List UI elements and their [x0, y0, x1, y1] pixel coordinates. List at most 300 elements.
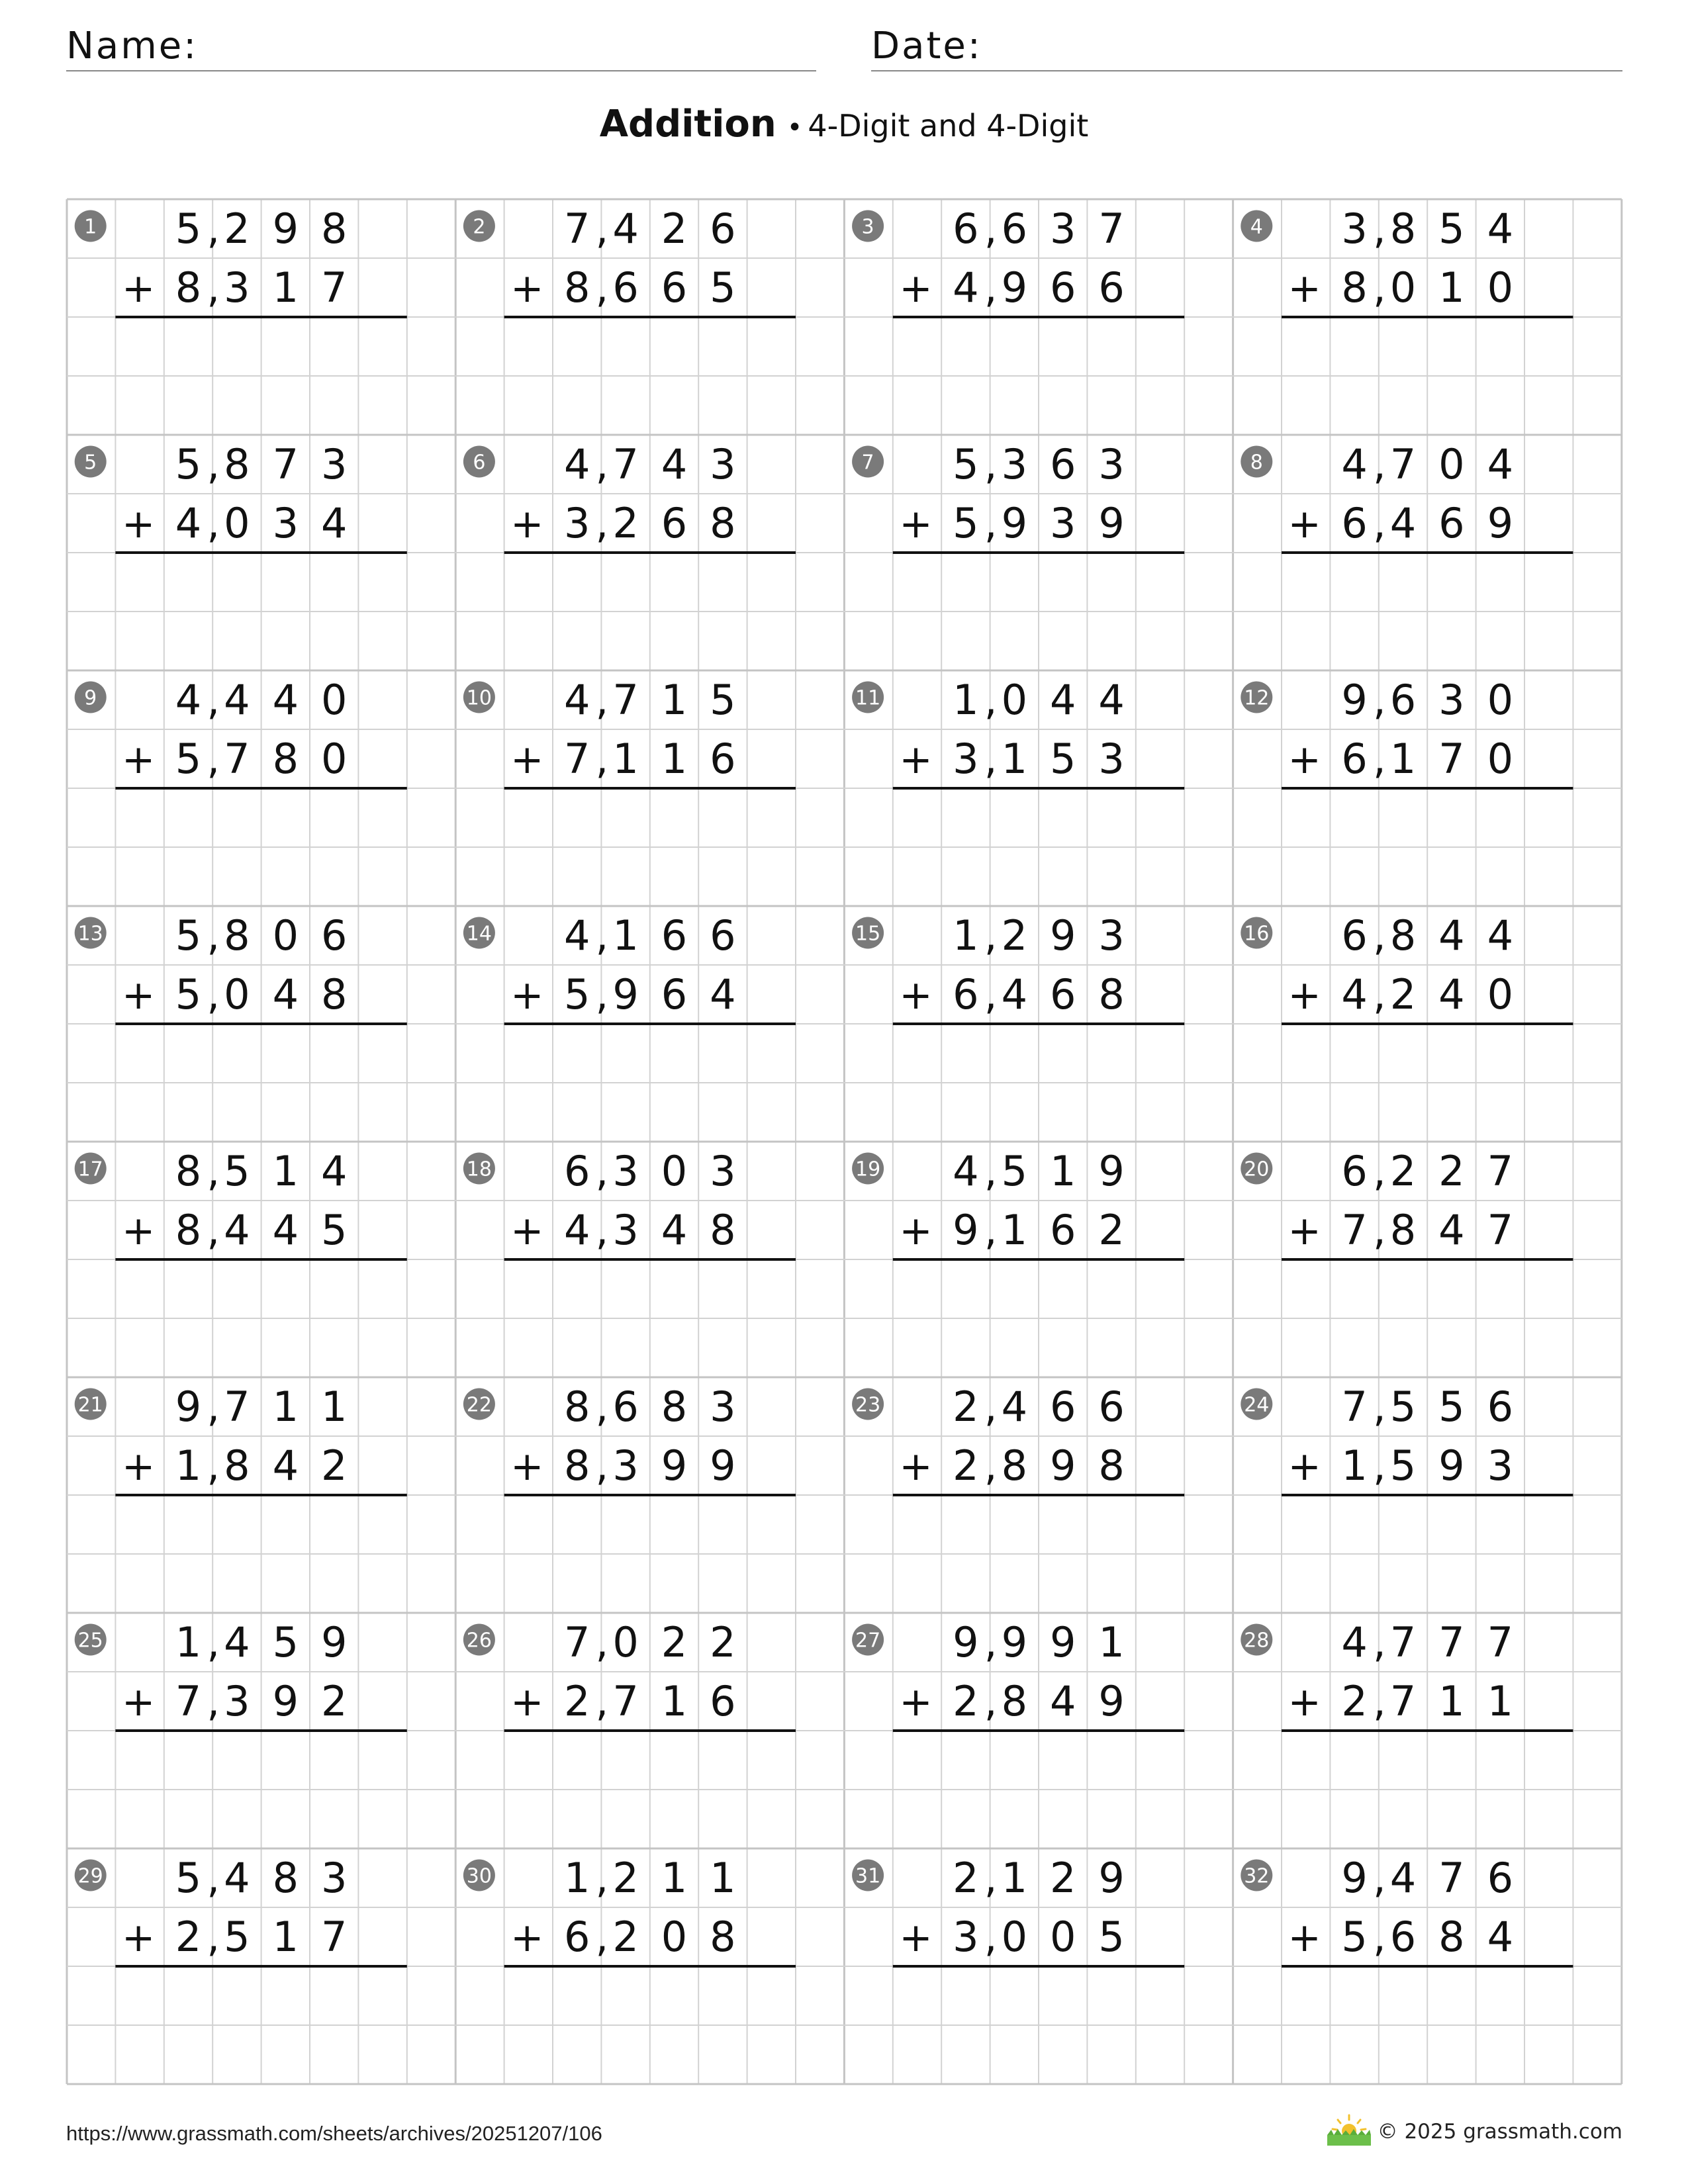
addend-bottom-comma: , — [984, 499, 998, 547]
addend-bottom-digit: 2 — [612, 1913, 639, 1961]
problem-number: 3 — [861, 215, 874, 239]
addend-bottom-comma: , — [207, 735, 220, 783]
addend-bottom-digit: 0 — [1487, 263, 1514, 312]
addend-top-digit: 4 — [1341, 440, 1368, 488]
addend-top-digit: 7 — [1438, 1854, 1465, 1902]
addend-top-digit: 5 — [953, 440, 979, 488]
addend-bottom-digit: 2 — [320, 1441, 348, 1490]
addend-bottom-digit: 6 — [1098, 263, 1125, 312]
addend-top-digit: 6 — [320, 911, 348, 960]
problem-number: 22 — [466, 1393, 492, 1417]
plus-sign: + — [1288, 737, 1321, 783]
addend-top-digit: 4 — [563, 676, 590, 724]
addend-top-digit: 5 — [1438, 1383, 1465, 1431]
plus-sign: + — [510, 737, 544, 783]
problem-number: 23 — [855, 1393, 881, 1417]
problem-number: 8 — [1250, 451, 1263, 475]
problem-number: 28 — [1244, 1629, 1270, 1653]
addend-top-digit: 2 — [612, 1854, 639, 1902]
addend-top-digit: 6 — [953, 205, 979, 253]
addend-bottom-digit: 5 — [710, 263, 736, 312]
addend-bottom-digit: 1 — [175, 1441, 202, 1490]
addend-top-comma: , — [1372, 676, 1386, 724]
addend-top-digit: 1 — [661, 676, 688, 724]
addend-top-digit: 4 — [175, 676, 202, 724]
addend-bottom-digit: 0 — [661, 1913, 688, 1961]
addend-bottom-digit: 9 — [1049, 1441, 1076, 1490]
footer-url[interactable]: https://www.grassmath.com/sheets/archives/20251207/106 — [66, 2122, 602, 2145]
addend-bottom-digit: 1 — [1001, 735, 1028, 783]
addend-bottom-digit: 9 — [710, 1441, 736, 1490]
plus-sign: + — [510, 1915, 544, 1961]
addend-top-digit: 5 — [710, 676, 736, 724]
plus-sign: + — [899, 265, 933, 312]
addend-top-comma: , — [207, 440, 220, 488]
addend-bottom-digit: 7 — [175, 1677, 202, 1725]
addend-top-digit: 6 — [1487, 1383, 1514, 1431]
addend-bottom-digit: 5 — [175, 735, 202, 783]
addend-bottom-digit: 8 — [710, 1913, 736, 1961]
addend-bottom-digit: 6 — [1389, 1913, 1417, 1961]
plus-sign: + — [1288, 1208, 1321, 1254]
addend-bottom-digit: 5 — [1098, 1913, 1125, 1961]
plus-sign: + — [1288, 972, 1321, 1019]
addend-top-digit: 0 — [272, 911, 299, 960]
addend-top-digit: 5 — [1438, 205, 1465, 253]
plus-sign: + — [899, 501, 933, 547]
problem-number: 9 — [84, 686, 97, 710]
addend-bottom-digit: 8 — [1341, 263, 1368, 312]
addend-top-comma: , — [984, 440, 998, 488]
plus-sign: + — [1288, 501, 1321, 547]
addend-top-digit: 7 — [1389, 440, 1417, 488]
addend-bottom-digit: 1 — [1438, 263, 1465, 312]
addend-top-digit: 3 — [710, 440, 736, 488]
addend-top-comma: , — [984, 911, 998, 960]
plus-sign: + — [510, 972, 544, 1019]
addend-bottom-digit: 9 — [1098, 1677, 1125, 1725]
addend-top-digit: 4 — [1001, 1383, 1028, 1431]
addend-top-digit: 5 — [175, 205, 202, 253]
addend-bottom-comma: , — [1372, 263, 1386, 312]
addend-bottom-digit: 8 — [272, 735, 299, 783]
addend-bottom-digit: 2 — [953, 1441, 979, 1490]
addend-top-digit: 0 — [612, 1618, 639, 1666]
plus-sign: + — [121, 1443, 156, 1490]
addend-top-comma: , — [1372, 1618, 1386, 1666]
addend-bottom-comma: , — [207, 1206, 220, 1254]
plus-sign: + — [899, 1915, 933, 1961]
addend-bottom-digit: 4 — [953, 263, 979, 312]
addend-top-digit: 0 — [1487, 676, 1514, 724]
problem-number: 17 — [77, 1158, 103, 1181]
plus-sign: + — [121, 265, 156, 312]
addend-bottom-digit: 3 — [1487, 1441, 1514, 1490]
addend-bottom-digit: 4 — [661, 1206, 688, 1254]
addend-top-digit: 5 — [224, 1147, 250, 1195]
addend-bottom-digit: 6 — [612, 263, 639, 312]
addend-bottom-comma: , — [984, 263, 998, 312]
addend-bottom-digit: 9 — [272, 1677, 299, 1725]
addend-top-digit: 6 — [1341, 911, 1368, 960]
addend-top-digit: 2 — [661, 1618, 688, 1666]
addend-bottom-digit: 2 — [1389, 970, 1417, 1019]
addend-bottom-digit: 5 — [563, 970, 590, 1019]
plus-sign: + — [121, 501, 156, 547]
problem-number: 31 — [855, 1864, 881, 1888]
addend-top-digit: 2 — [224, 205, 250, 253]
addend-top-digit: 4 — [563, 440, 590, 488]
addend-bottom-digit: 4 — [1341, 970, 1368, 1019]
problem-number: 32 — [1244, 1864, 1270, 1888]
addend-top-digit: 6 — [563, 1147, 590, 1195]
addend-bottom-digit: 8 — [710, 1206, 736, 1254]
addend-top-comma: , — [1372, 205, 1386, 253]
addend-top-digit: 6 — [1341, 1147, 1368, 1195]
addend-bottom-digit: 7 — [612, 1677, 639, 1725]
addend-top-digit: 4 — [320, 1147, 348, 1195]
problem-number: 14 — [466, 922, 492, 946]
addend-bottom-comma: , — [595, 499, 609, 547]
addend-bottom-digit: 3 — [953, 735, 979, 783]
addend-top-digit: 9 — [320, 1618, 348, 1666]
problem-number: 2 — [473, 215, 486, 239]
addend-top-digit: 8 — [224, 440, 250, 488]
addend-top-digit: 5 — [1001, 1147, 1028, 1195]
addend-bottom-digit: 0 — [224, 499, 250, 547]
addend-bottom-digit: 4 — [1438, 970, 1465, 1019]
addend-bottom-digit: 0 — [1389, 263, 1417, 312]
addend-top-digit: 3 — [1438, 676, 1465, 724]
addend-top-digit: 9 — [1049, 1618, 1076, 1666]
problem-number: 11 — [855, 686, 881, 710]
addend-top-digit: 1 — [612, 911, 639, 960]
addend-top-digit: 8 — [1389, 911, 1417, 960]
plus-sign: + — [510, 1679, 544, 1725]
addend-bottom-digit: 6 — [1341, 735, 1368, 783]
problem-number: 7 — [861, 451, 874, 475]
addend-top-digit: 7 — [1487, 1618, 1514, 1666]
addend-top-digit: 2 — [953, 1383, 979, 1431]
addend-top-comma: , — [595, 1383, 609, 1431]
addend-bottom-digit: 7 — [1389, 1677, 1417, 1725]
addend-top-digit: 3 — [612, 1147, 639, 1195]
addend-top-digit: 5 — [272, 1618, 299, 1666]
addend-top-comma: , — [595, 676, 609, 724]
addend-bottom-comma: , — [595, 1677, 609, 1725]
addend-bottom-digit: 3 — [224, 263, 250, 312]
addend-top-digit: 7 — [224, 1383, 250, 1431]
addend-bottom-digit: 6 — [1438, 499, 1465, 547]
addend-top-digit: 4 — [612, 205, 639, 253]
addend-bottom-digit: 5 — [953, 499, 979, 547]
addend-bottom-digit: 9 — [1487, 499, 1514, 547]
addend-bottom-digit: 4 — [224, 1206, 250, 1254]
addend-top-comma: , — [207, 205, 220, 253]
addend-top-digit: 1 — [1049, 1147, 1076, 1195]
problem-number: 16 — [1244, 922, 1270, 946]
date-label: Date: — [871, 24, 982, 68]
addend-bottom-digit: 4 — [1487, 1913, 1514, 1961]
addend-top-digit: 3 — [320, 1854, 348, 1902]
addend-bottom-digit: 3 — [563, 499, 590, 547]
addend-bottom-digit: 8 — [563, 1441, 590, 1490]
addend-top-comma: , — [1372, 1383, 1386, 1431]
addend-bottom-digit: 2 — [612, 499, 639, 547]
addend-bottom-comma: , — [207, 1677, 220, 1725]
addend-bottom-comma: , — [984, 1441, 998, 1490]
problem-number: 18 — [466, 1158, 492, 1181]
name-label: Name: — [66, 24, 199, 68]
addend-top-digit: 8 — [175, 1147, 202, 1195]
plus-sign: + — [899, 737, 933, 783]
addend-top-digit: 7 — [612, 676, 639, 724]
addend-top-digit: 6 — [710, 911, 736, 960]
addend-bottom-digit: 3 — [612, 1206, 639, 1254]
addend-top-digit: 2 — [710, 1618, 736, 1666]
addend-top-digit: 4 — [224, 676, 250, 724]
addend-top-comma: , — [207, 1854, 220, 1902]
addend-bottom-digit: 0 — [224, 970, 250, 1019]
addend-top-digit: 3 — [1341, 205, 1368, 253]
addend-bottom-comma: , — [1372, 1206, 1386, 1254]
plus-sign: + — [899, 1443, 933, 1490]
addend-bottom-digit: 6 — [953, 970, 979, 1019]
addend-top-comma: , — [984, 1383, 998, 1431]
addend-top-digit: 4 — [224, 1854, 250, 1902]
addend-bottom-digit: 3 — [612, 1441, 639, 1490]
addend-top-comma: , — [1372, 1147, 1386, 1195]
addend-top-digit: 2 — [1001, 911, 1028, 960]
addend-bottom-comma: , — [207, 263, 220, 312]
addend-top-digit: 1 — [272, 1383, 299, 1431]
addend-bottom-digit: 9 — [1001, 499, 1028, 547]
addend-bottom-digit: 7 — [320, 1913, 348, 1961]
addend-bottom-comma: , — [595, 1441, 609, 1490]
addend-bottom-comma: , — [595, 970, 609, 1019]
addend-top-digit: 9 — [272, 205, 299, 253]
addend-top-digit: 5 — [1389, 1383, 1417, 1431]
addend-bottom-digit: 4 — [1001, 970, 1028, 1019]
addend-top-comma: , — [984, 1618, 998, 1666]
addend-bottom-digit: 8 — [1098, 970, 1125, 1019]
addend-top-digit: 1 — [1098, 1618, 1125, 1666]
addend-top-digit: 4 — [1487, 911, 1514, 960]
addend-top-digit: 7 — [612, 440, 639, 488]
addend-bottom-digit: 2 — [320, 1677, 348, 1725]
title-subtitle: 4-Digit and 4-Digit — [808, 108, 1089, 144]
plus-sign: + — [899, 1679, 933, 1725]
addend-bottom-digit: 3 — [224, 1677, 250, 1725]
addend-top-comma: , — [207, 676, 220, 724]
addend-top-digit: 9 — [175, 1383, 202, 1431]
problem-number: 26 — [466, 1629, 492, 1653]
addend-bottom-digit: 6 — [1049, 263, 1076, 312]
addend-top-digit: 7 — [1341, 1383, 1368, 1431]
addend-top-digit: 0 — [1438, 440, 1465, 488]
addend-bottom-comma: , — [207, 1441, 220, 1490]
addend-bottom-digit: 2 — [1098, 1206, 1125, 1254]
addend-bottom-digit: 6 — [1049, 970, 1076, 1019]
addend-bottom-digit: 8 — [563, 263, 590, 312]
addend-bottom-digit: 1 — [1341, 1441, 1368, 1490]
addend-bottom-digit: 9 — [1001, 263, 1028, 312]
addend-bottom-digit: 2 — [1341, 1677, 1368, 1725]
addend-bottom-digit: 0 — [1487, 735, 1514, 783]
addend-top-digit: 4 — [1487, 205, 1514, 253]
addend-top-digit: 4 — [224, 1618, 250, 1666]
addend-top-digit: 9 — [1341, 1854, 1368, 1902]
addend-top-digit: 3 — [320, 440, 348, 488]
addend-bottom-comma: , — [595, 1913, 609, 1961]
addend-bottom-digit: 4 — [1389, 499, 1417, 547]
addend-top-digit: 4 — [563, 911, 590, 960]
addend-top-comma: , — [595, 1854, 609, 1902]
addend-bottom-digit: 6 — [661, 499, 688, 547]
grass-sun-logo-icon — [1326, 2111, 1372, 2147]
addend-top-digit: 4 — [1098, 676, 1125, 724]
addend-bottom-digit: 5 — [320, 1206, 348, 1254]
addend-top-digit: 0 — [1001, 676, 1028, 724]
addend-top-digit: 6 — [710, 205, 736, 253]
addend-top-digit: 7 — [1098, 205, 1125, 253]
addend-top-comma: , — [207, 1383, 220, 1431]
addend-bottom-comma: , — [984, 970, 998, 1019]
addend-top-comma: , — [595, 440, 609, 488]
addend-bottom-digit: 3 — [1049, 499, 1076, 547]
addend-bottom-digit: 8 — [1389, 1206, 1417, 1254]
addend-top-digit: 8 — [661, 1383, 688, 1431]
addend-bottom-digit: 6 — [1049, 1206, 1076, 1254]
addend-top-digit: 3 — [1098, 440, 1125, 488]
addend-bottom-digit: 4 — [320, 499, 348, 547]
addend-bottom-comma: , — [984, 1206, 998, 1254]
addend-top-comma: , — [207, 1147, 220, 1195]
title-separator: • — [786, 113, 803, 143]
addend-bottom-digit: 4 — [272, 1441, 299, 1490]
addend-top-digit: 1 — [953, 911, 979, 960]
addend-bottom-digit: 2 — [953, 1677, 979, 1725]
problem-number: 25 — [77, 1629, 103, 1653]
addend-top-digit: 6 — [1049, 440, 1076, 488]
addend-top-digit: 7 — [1438, 1618, 1465, 1666]
plus-sign: + — [899, 972, 933, 1019]
addend-top-digit: 6 — [661, 911, 688, 960]
addend-top-digit: 6 — [1098, 1383, 1125, 1431]
addend-bottom-digit: 6 — [710, 735, 736, 783]
addend-bottom-digit: 0 — [1487, 970, 1514, 1019]
addend-bottom-digit: 8 — [175, 1206, 202, 1254]
addend-top-digit: 8 — [563, 1383, 590, 1431]
addend-bottom-comma: , — [595, 735, 609, 783]
addend-bottom-comma: , — [1372, 735, 1386, 783]
addend-top-digit: 1 — [320, 1383, 348, 1431]
addend-bottom-digit: 3 — [1098, 735, 1125, 783]
addend-bottom-comma: , — [595, 1206, 609, 1254]
addend-bottom-digit: 2 — [175, 1913, 202, 1961]
addend-top-digit: 4 — [953, 1147, 979, 1195]
addend-bottom-digit: 0 — [320, 735, 348, 783]
addend-top-digit: 3 — [710, 1147, 736, 1195]
addend-bottom-digit: 8 — [1001, 1677, 1028, 1725]
addend-top-comma: , — [984, 676, 998, 724]
title-main: Addition — [599, 103, 776, 146]
addend-top-digit: 2 — [953, 1854, 979, 1902]
addend-bottom-digit: 5 — [1049, 735, 1076, 783]
problem-number: 27 — [855, 1629, 881, 1653]
addend-top-digit: 1 — [710, 1854, 736, 1902]
addend-top-digit: 5 — [175, 440, 202, 488]
addend-bottom-digit: 5 — [1389, 1441, 1417, 1490]
addend-bottom-digit: 4 — [563, 1206, 590, 1254]
plus-sign: + — [121, 1915, 156, 1961]
addend-bottom-digit: 6 — [661, 263, 688, 312]
addend-bottom-comma: , — [1372, 1441, 1386, 1490]
addend-bottom-comma: , — [1372, 1913, 1386, 1961]
addend-top-comma: , — [207, 911, 220, 960]
addend-top-comma: , — [984, 1854, 998, 1902]
addend-top-digit: 1 — [661, 1854, 688, 1902]
addend-top-digit: 9 — [1098, 1147, 1125, 1195]
addend-top-digit: 6 — [1389, 676, 1417, 724]
footer-copyright: © 2025 grassmath.com — [1377, 2120, 1622, 2144]
problem-number: 30 — [466, 1864, 492, 1888]
addend-top-digit: 1 — [175, 1618, 202, 1666]
addend-bottom-digit: 4 — [710, 970, 736, 1019]
addend-bottom-digit: 4 — [175, 499, 202, 547]
problem-number: 29 — [77, 1864, 103, 1888]
addend-bottom-digit: 8 — [710, 499, 736, 547]
addend-top-digit: 8 — [224, 911, 250, 960]
addend-bottom-comma: , — [984, 1677, 998, 1725]
addend-top-comma: , — [595, 911, 609, 960]
addend-bottom-comma: , — [1372, 970, 1386, 1019]
addend-top-digit: 3 — [710, 1383, 736, 1431]
addend-bottom-digit: 9 — [1438, 1441, 1465, 1490]
addend-top-digit: 7 — [272, 440, 299, 488]
addend-top-digit: 7 — [1389, 1618, 1417, 1666]
addend-top-digit: 4 — [1438, 911, 1465, 960]
addend-bottom-digit: 1 — [272, 263, 299, 312]
problem-number: 12 — [1244, 686, 1270, 710]
addend-bottom-digit: 0 — [1049, 1913, 1076, 1961]
addend-top-digit: 6 — [1487, 1854, 1514, 1902]
addend-bottom-digit: 1 — [1487, 1677, 1514, 1725]
addend-bottom-digit: 7 — [1341, 1206, 1368, 1254]
addend-top-digit: 3 — [1098, 911, 1125, 960]
addend-bottom-digit: 4 — [272, 1206, 299, 1254]
addend-bottom-digit: 6 — [661, 970, 688, 1019]
plus-sign: + — [510, 265, 544, 312]
addend-bottom-digit: 8 — [224, 1441, 250, 1490]
plus-sign: + — [1288, 1679, 1321, 1725]
plus-sign: + — [121, 1208, 156, 1254]
addend-top-digit: 1 — [272, 1147, 299, 1195]
addend-bottom-comma: , — [1372, 499, 1386, 547]
addend-bottom-digit: 1 — [612, 735, 639, 783]
addend-top-digit: 9 — [1049, 911, 1076, 960]
addend-bottom-digit: 5 — [175, 970, 202, 1019]
addend-top-digit: 6 — [1049, 1383, 1076, 1431]
addend-bottom-digit: 7 — [1438, 735, 1465, 783]
addend-top-digit: 1 — [563, 1854, 590, 1902]
addend-top-comma: , — [207, 1618, 220, 1666]
problem-number: 20 — [1244, 1158, 1270, 1181]
addend-top-digit: 7 — [1487, 1147, 1514, 1195]
problem-number: 24 — [1244, 1393, 1270, 1417]
addend-bottom-digit: 1 — [272, 1913, 299, 1961]
addend-bottom-comma: , — [207, 1913, 220, 1961]
